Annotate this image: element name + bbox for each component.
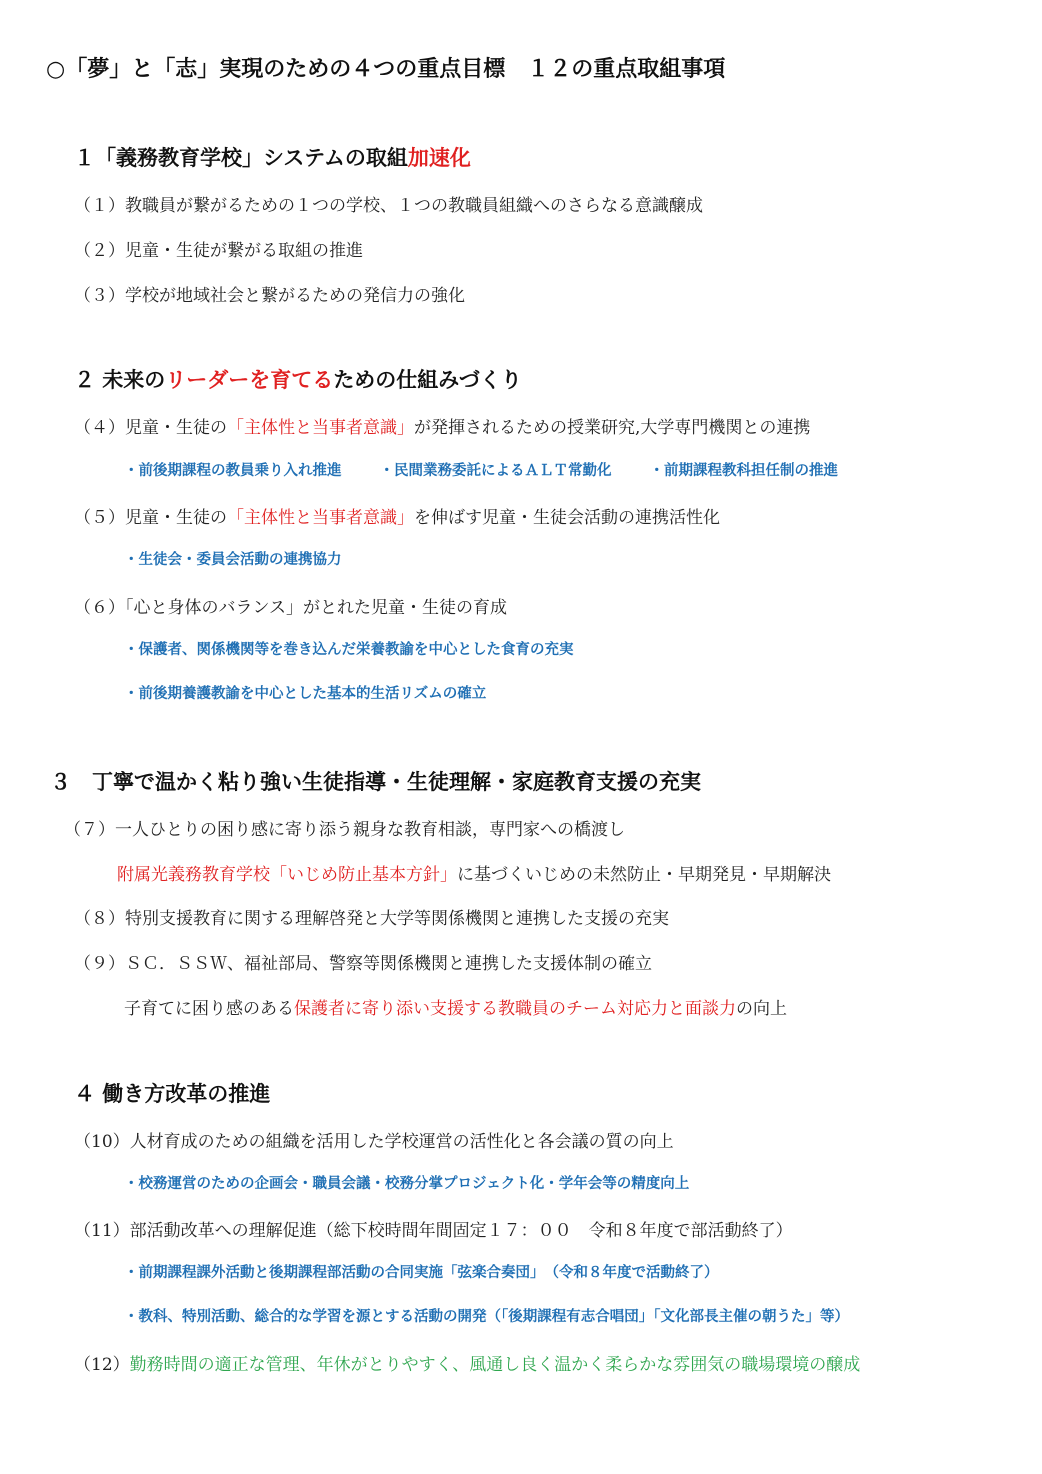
item-10-sub-1: ・校務運営のための企画会・職員会議・校務分掌プロジェクト化・学年会等の精度向上 (124, 1176, 690, 1192)
item-9-continuation-text-a: 子育てに困り感のある (124, 999, 294, 1019)
item-4-text-c: が発揮されるための授業研究,大学専門機関との連携 (414, 418, 811, 438)
item-7-continuation (117, 860, 831, 885)
section-1-heading-emphasis: 加速化 (407, 146, 471, 170)
item-11: （11）部活動改革への理解促進（総下校時間年間固定１７：００ 令和８年度で部活動終了） (74, 1221, 793, 1241)
item-4-emphasis: 「主体性と当事者意識」 (227, 418, 414, 438)
item-9-emphasis: 保護者に寄り添い支援する教職員のチーム対応力と面談力 (294, 999, 736, 1019)
item-7-continuation-text: に基づくいじめの未然防止・早期発見・早期解決 (457, 865, 831, 885)
item-1: （１）教職員が繋がるための１つの学校、１つの教職員組織へのさらなる意識醸成 (74, 196, 703, 216)
item-6: （６）「心と身体のバランス」がとれた児童・生徒の育成 (74, 598, 507, 618)
item-5 (74, 503, 720, 528)
item-4-text-a: （４）児童・生徒の (74, 418, 227, 438)
item-8: （８）特別支援教育に関する理解啓発と大学等関係機関と連携した支援の充実 (74, 909, 669, 929)
section-4-heading: ４ 働き方改革の推進 (74, 1082, 271, 1106)
item-12-number: （12） (74, 1355, 130, 1375)
item-3: （３）学校が地域社会と繋がるための発信力の強化 (74, 286, 465, 306)
item-5-text-c: を伸ばす児童・生徒会活動の連携活性化 (414, 508, 720, 528)
item-12 (74, 1350, 860, 1375)
section-2-heading-text-a: ２ 未来の (74, 368, 166, 392)
section-2-heading-emphasis: リーダーを育てる (165, 368, 334, 392)
item-9-continuation (124, 994, 787, 1019)
item-11-sub-1: ・前期課程課外活動と後期課程部活動の合同実施「弦楽合奏団」 （令和８年度で活動終了） (124, 1265, 719, 1281)
item-7-emphasis: 附属光義務教育学校「いじめ防止基本方針」 (117, 865, 457, 885)
item-6-sub-1: ・保護者、関係機関等を巻き込んだ栄養教諭を中心とした食育の充実 (124, 642, 574, 658)
item-6-sub-2: ・前後期養護教諭を中心とした基本的生活リズムの確立 (124, 686, 487, 702)
item-10: （10）人材育成のための組織を活用した学校運営の活性化と各会議の質の向上 (74, 1132, 674, 1152)
item-4-sub-2: ・民間業務委託によるＡＬＴ常勤化 (379, 463, 612, 479)
section-1-heading-text: １「義務教育学校」システムの取組 (74, 146, 408, 170)
item-5-text-a: （５）児童・生徒の (74, 508, 227, 528)
item-4-sub-1: ・前後期課程の教員乗り入れ推進 (124, 463, 342, 479)
section-1-heading (74, 142, 471, 172)
item-5-sub-1: ・生徒会・委員会活動の連携協力 (124, 552, 342, 568)
item-7: （７）一人ひとりの困り感に寄り添う親身な教育相談，専門家への橋渡し (64, 820, 625, 840)
item-4-subpoints (124, 459, 838, 480)
page-title: ○「夢」と「志」実現のための４つの重点目標 １２の重点取組事項 (46, 57, 726, 82)
item-2: （２）児童・生徒が繋がる取組の推進 (74, 241, 363, 261)
section-2-heading-text-c: ための仕組みづくり (333, 368, 522, 392)
item-9: （９）ＳＣ．ＳＳＷ、福祉部局、警察等関係機関と連携した支援体制の確立 (74, 954, 652, 974)
item-11-sub-2: ・教科、特別活動、総合的な学習を源とする活動の開発（「後期課程有志合唱団」「文化部長主催の朝うた」等） (124, 1309, 849, 1325)
item-4-sub-3: ・前期課程教科担任制の推進 (649, 463, 838, 479)
item-4 (74, 413, 810, 438)
item-9-continuation-text-c: の向上 (736, 999, 787, 1019)
section-3-heading: ３ 丁寧で温かく粘り強い生徒指導・生徒理解・家庭教育支援の充実 (50, 770, 701, 794)
item-12-text: 勤務時間の適正な管理、年休がとりやすく、風通し良く温かく柔らかな雰囲気の職場環境の醸成 (129, 1355, 861, 1375)
section-2-heading (74, 364, 522, 394)
item-5-emphasis: 「主体性と当事者意識」 (227, 508, 414, 528)
